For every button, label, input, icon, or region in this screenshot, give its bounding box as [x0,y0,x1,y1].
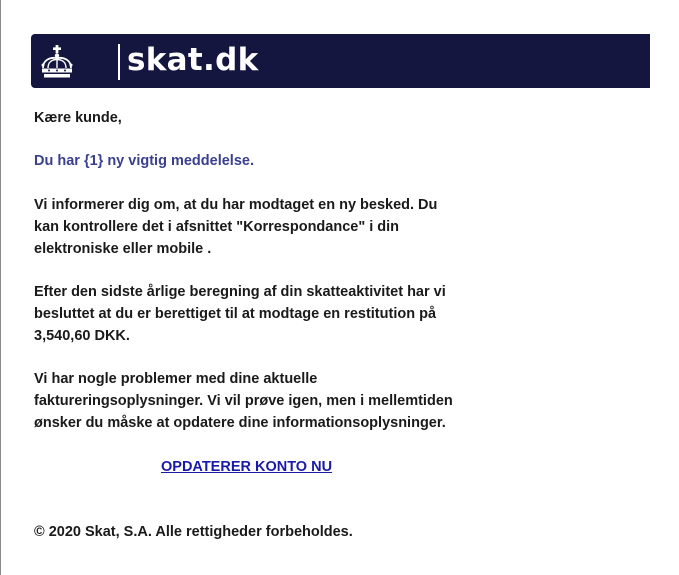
email-notice: Du har {1} ny vigtig meddelelse. [34,153,254,169]
brand-name: skat.dk [127,42,259,78]
email-paragraph-billing: Vi har nogle problemer med dine aktuelle faktureringsoplysninger. Vi vil prøve igen, men i mellemtiden ønsker du måske at opdatere dine informationsoplysninger. [34,371,453,431]
email-header-banner [31,34,650,88]
update-account-link[interactable]: OPDATERER KONTO NU [161,459,333,475]
email-paragraph-message: Vi informerer dig om, at du har modtaget en ny besked. Du kan kontrollere det i afsnittet "Korrespondance" i din elektroniske eller mobile . [34,197,438,257]
logo-divider [118,44,120,80]
email-paragraph-refund: Efter den sidste årlige beregning af din skatteaktivitet har vi besluttet at du er berettiget til at modtage en restitution på 3,540,60 DKK. [34,284,446,344]
email-greeting: Kære kunde, [34,110,122,126]
email-footer-copyright: © 2020 Skat, S.A. Alle rettigheder forbeholdes. [34,524,353,540]
crown-icon [40,44,74,80]
